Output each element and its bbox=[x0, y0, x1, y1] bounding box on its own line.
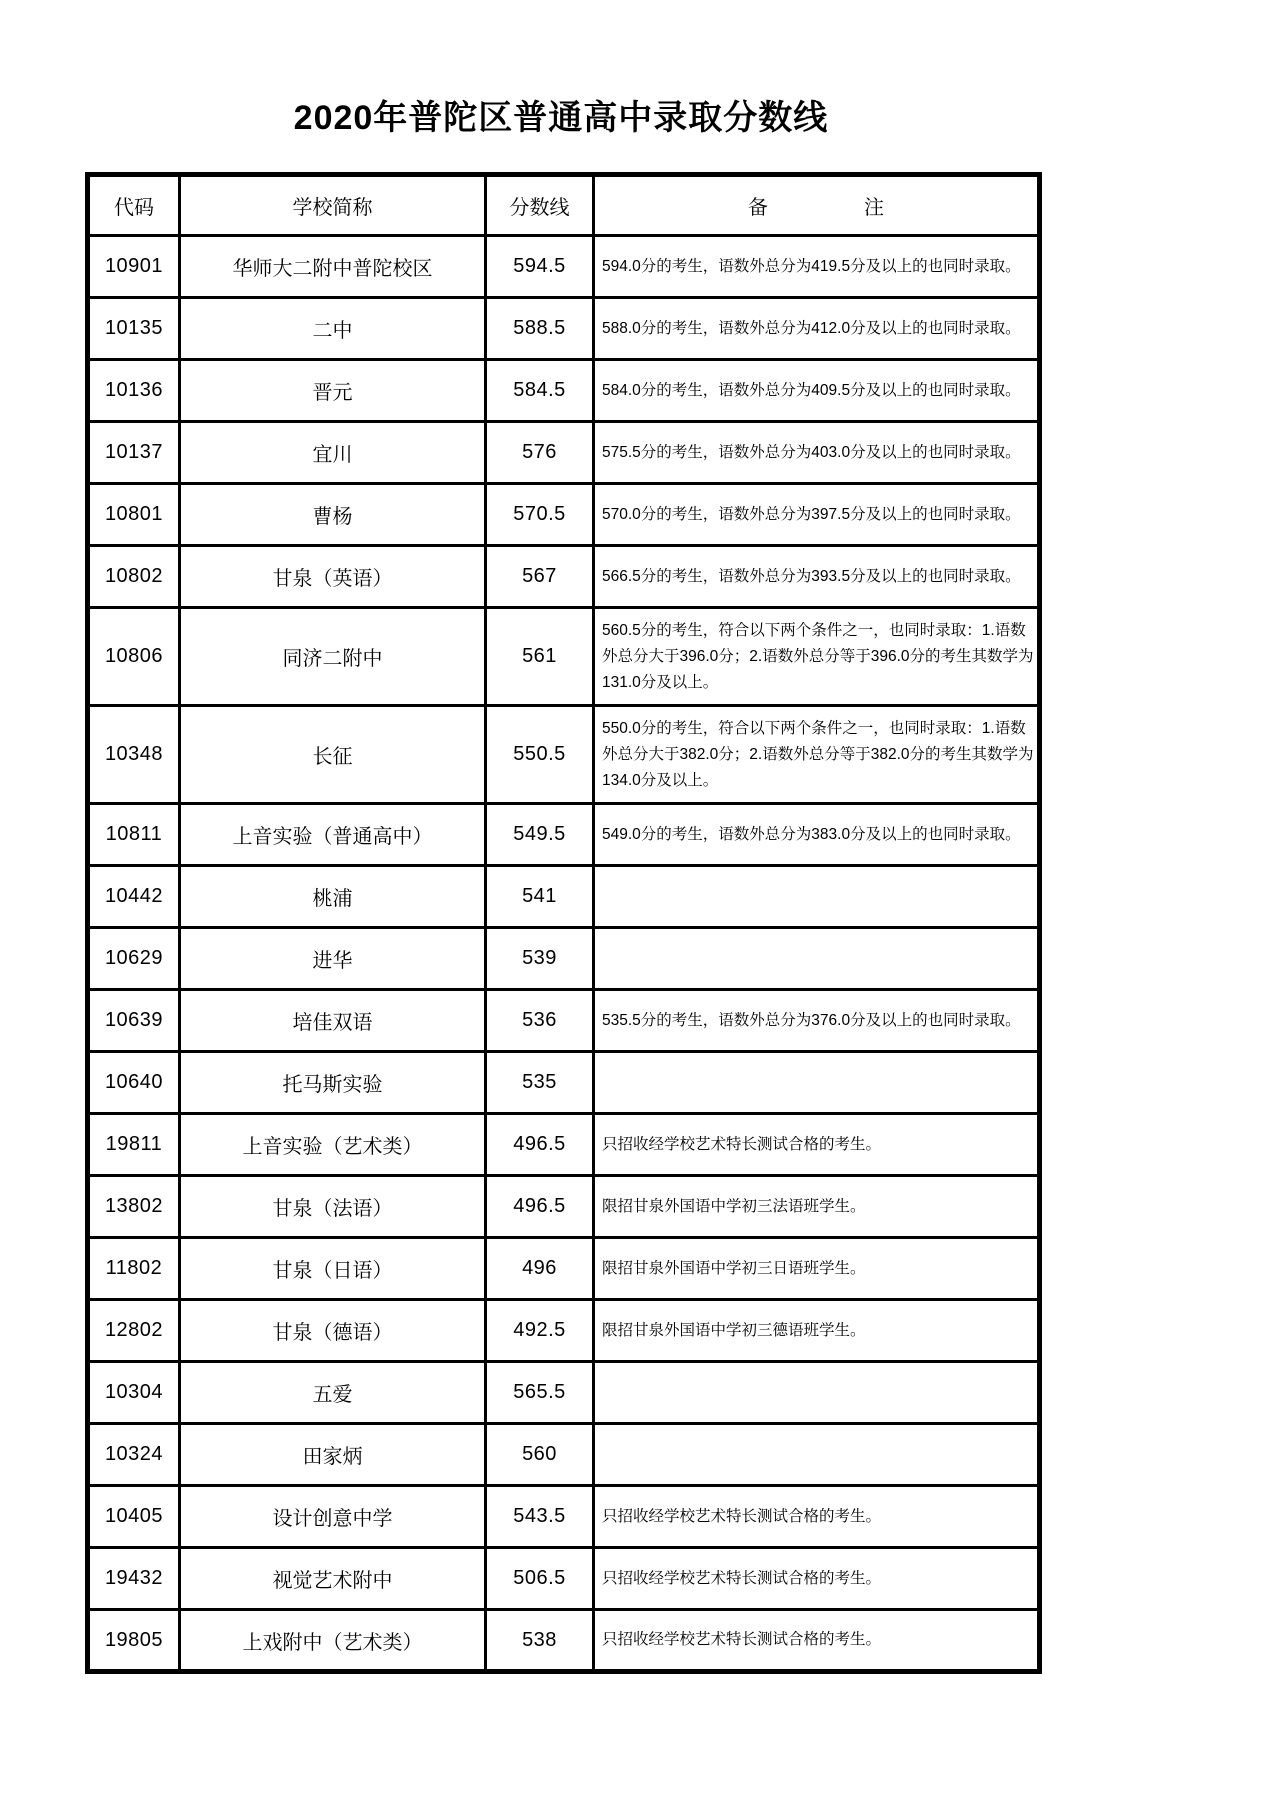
remark-text: 584.0分的考生，语数外总分为409.5分及以上的也同时录取。 bbox=[594, 360, 1040, 422]
remark-text: 限招甘泉外国语中学初三德语班学生。 bbox=[594, 1300, 1040, 1362]
school-name: 设计创意中学 bbox=[180, 1486, 486, 1548]
remark-text: 594.0分的考生，语数外总分为419.5分及以上的也同时录取。 bbox=[594, 236, 1040, 298]
score-line: 543.5 bbox=[486, 1486, 594, 1548]
school-code: 10324 bbox=[88, 1424, 180, 1486]
school-name: 五爱 bbox=[180, 1362, 486, 1424]
score-line: 538 bbox=[486, 1610, 594, 1672]
table-row bbox=[88, 1486, 1040, 1548]
school-code: 11802 bbox=[88, 1238, 180, 1300]
table-row bbox=[88, 608, 1040, 706]
table-row bbox=[88, 1548, 1040, 1610]
school-name: 二中 bbox=[180, 298, 486, 360]
score-line: 584.5 bbox=[486, 360, 594, 422]
score-line: 565.5 bbox=[486, 1362, 594, 1424]
school-name: 田家炳 bbox=[180, 1424, 486, 1486]
table-row bbox=[88, 298, 1040, 360]
header-school: 学校简称 bbox=[180, 175, 486, 236]
table-row bbox=[88, 1052, 1040, 1114]
table-row bbox=[88, 484, 1040, 546]
school-code: 10640 bbox=[88, 1052, 180, 1114]
score-line: 535 bbox=[486, 1052, 594, 1114]
remark-text: 575.5分的考生，语数外总分为403.0分及以上的也同时录取。 bbox=[594, 422, 1040, 484]
table-row bbox=[88, 1238, 1040, 1300]
score-line: 549.5 bbox=[486, 804, 594, 866]
table-header bbox=[88, 175, 1040, 236]
school-code: 10639 bbox=[88, 990, 180, 1052]
score-line: 560 bbox=[486, 1424, 594, 1486]
score-line: 594.5 bbox=[486, 236, 594, 298]
school-code: 10304 bbox=[88, 1362, 180, 1424]
score-line: 561 bbox=[486, 608, 594, 706]
score-line: 496.5 bbox=[486, 1176, 594, 1238]
remark-text: 只招收经学校艺术特长测试合格的考生。 bbox=[594, 1610, 1040, 1672]
school-name: 晋元 bbox=[180, 360, 486, 422]
remark-text: 只招收经学校艺术特长测试合格的考生。 bbox=[594, 1486, 1040, 1548]
header-remark bbox=[594, 175, 1040, 236]
page-title: 2020年普陀区普通高中录取分数线 bbox=[293, 99, 829, 137]
table-row bbox=[88, 928, 1040, 990]
school-code: 10811 bbox=[88, 804, 180, 866]
score-line: 570.5 bbox=[486, 484, 594, 546]
score-line: 541 bbox=[486, 866, 594, 928]
school-code: 10136 bbox=[88, 360, 180, 422]
remark-text bbox=[594, 1424, 1040, 1486]
school-name: 托马斯实验 bbox=[180, 1052, 486, 1114]
table-row bbox=[88, 236, 1040, 298]
remark-text: 588.0分的考生，语数外总分为412.0分及以上的也同时录取。 bbox=[594, 298, 1040, 360]
school-name: 进华 bbox=[180, 928, 486, 990]
remark-text: 549.0分的考生，语数外总分为383.0分及以上的也同时录取。 bbox=[594, 804, 1040, 866]
school-name: 桃浦 bbox=[180, 866, 486, 928]
score-line: 588.5 bbox=[486, 298, 594, 360]
header-remark-spread bbox=[595, 191, 1037, 220]
score-line: 539 bbox=[486, 928, 594, 990]
table-row bbox=[88, 1300, 1040, 1362]
remark-text bbox=[594, 928, 1040, 990]
remark-text: 限招甘泉外国语中学初三法语班学生。 bbox=[594, 1176, 1040, 1238]
table-row bbox=[88, 546, 1040, 608]
header-score: 分数线 bbox=[486, 175, 594, 236]
table-row bbox=[88, 706, 1040, 804]
school-code: 19805 bbox=[88, 1610, 180, 1672]
school-code: 10801 bbox=[88, 484, 180, 546]
school-name: 上戏附中（艺术类） bbox=[180, 1610, 486, 1672]
school-name: 培佳双语 bbox=[180, 990, 486, 1052]
score-line: 567 bbox=[486, 546, 594, 608]
school-code: 10348 bbox=[88, 706, 180, 804]
school-code: 10135 bbox=[88, 298, 180, 360]
school-code: 10901 bbox=[88, 236, 180, 298]
school-code: 10629 bbox=[88, 928, 180, 990]
school-code: 10802 bbox=[88, 546, 180, 608]
remark-text bbox=[594, 866, 1040, 928]
score-line: 576 bbox=[486, 422, 594, 484]
remark-text: 550.0分的考生，符合以下两个条件之一，也同时录取：1.语数外总分大于382.0分；2.语数外总分等于382.0分的考生其数学为134.0分及以上。 bbox=[594, 706, 1040, 804]
table-row bbox=[88, 804, 1040, 866]
remark-text: 只招收经学校艺术特长测试合格的考生。 bbox=[594, 1114, 1040, 1176]
remark-text: 限招甘泉外国语中学初三日语班学生。 bbox=[594, 1238, 1040, 1300]
school-name: 上音实验（艺术类） bbox=[180, 1114, 486, 1176]
school-name: 甘泉（日语） bbox=[180, 1238, 486, 1300]
school-name: 长征 bbox=[180, 706, 486, 804]
remark-text: 566.5分的考生，语数外总分为393.5分及以上的也同时录取。 bbox=[594, 546, 1040, 608]
table-row bbox=[88, 1176, 1040, 1238]
school-code: 13802 bbox=[88, 1176, 180, 1238]
school-name: 甘泉（德语） bbox=[180, 1300, 486, 1362]
school-code: 10405 bbox=[88, 1486, 180, 1548]
school-code: 19432 bbox=[88, 1548, 180, 1610]
table-row bbox=[88, 866, 1040, 928]
remark-text: 570.0分的考生，语数外总分为397.5分及以上的也同时录取。 bbox=[594, 484, 1040, 546]
table-row bbox=[88, 422, 1040, 484]
school-name: 甘泉（英语） bbox=[180, 546, 486, 608]
admission-score-table bbox=[85, 172, 1042, 1674]
score-line: 492.5 bbox=[486, 1300, 594, 1362]
school-code: 10806 bbox=[88, 608, 180, 706]
table-row bbox=[88, 1424, 1040, 1486]
school-name: 华师大二附中普陀校区 bbox=[180, 236, 486, 298]
header-remark-left: 备 bbox=[748, 197, 768, 219]
header-remark-right: 注 bbox=[864, 197, 884, 219]
school-code: 10137 bbox=[88, 422, 180, 484]
header-row bbox=[88, 175, 1040, 236]
school-name: 曹杨 bbox=[180, 484, 486, 546]
school-name: 上音实验（普通高中） bbox=[180, 804, 486, 866]
remark-text: 535.5分的考生，语数外总分为376.0分及以上的也同时录取。 bbox=[594, 990, 1040, 1052]
school-name: 宜川 bbox=[180, 422, 486, 484]
header-code: 代码 bbox=[88, 175, 180, 236]
score-line: 550.5 bbox=[486, 706, 594, 804]
table-row bbox=[88, 1610, 1040, 1672]
school-name: 同济二附中 bbox=[180, 608, 486, 706]
table-row bbox=[88, 990, 1040, 1052]
school-name: 甘泉（法语） bbox=[180, 1176, 486, 1238]
score-line: 496 bbox=[486, 1238, 594, 1300]
score-line: 536 bbox=[486, 990, 594, 1052]
remark-text bbox=[594, 1362, 1040, 1424]
table-body bbox=[88, 236, 1040, 1672]
school-code: 10442 bbox=[88, 866, 180, 928]
table-row bbox=[88, 1114, 1040, 1176]
table-row bbox=[88, 360, 1040, 422]
table-row bbox=[88, 1362, 1040, 1424]
school-code: 12802 bbox=[88, 1300, 180, 1362]
remark-text: 只招收经学校艺术特长测试合格的考生。 bbox=[594, 1548, 1040, 1610]
school-name: 视觉艺术附中 bbox=[180, 1548, 486, 1610]
remark-text: 560.5分的考生，符合以下两个条件之一，也同时录取：1.语数外总分大于396.0分；2.语数外总分等于396.0分的考生其数学为131.0分及以上。 bbox=[594, 608, 1040, 706]
score-line: 506.5 bbox=[486, 1548, 594, 1610]
remark-text bbox=[594, 1052, 1040, 1114]
school-code: 19811 bbox=[88, 1114, 180, 1176]
score-line: 496.5 bbox=[486, 1114, 594, 1176]
